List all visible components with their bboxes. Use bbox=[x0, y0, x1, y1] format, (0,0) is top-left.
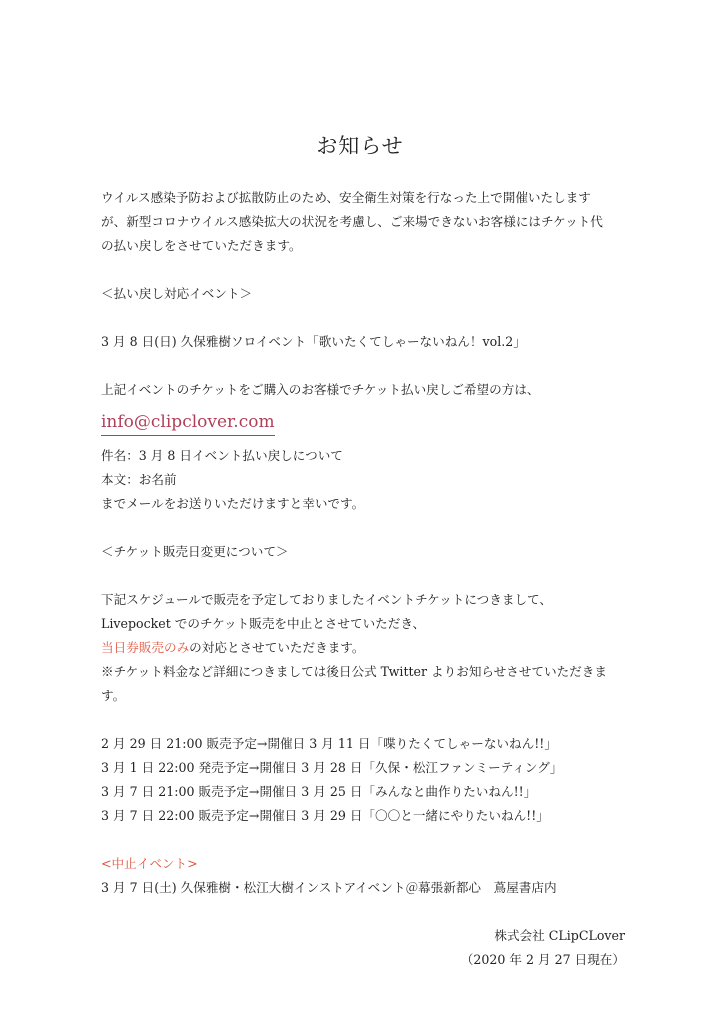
cancel-heading: <中止イベント> bbox=[101, 856, 198, 871]
schedule-item: 3 月 1 日 22:00 発売予定→開催日 3 月 28 日「久保・松江ファンミーティング」 bbox=[101, 760, 563, 775]
schedule-text-line: Livepocket でのチケット販売を中止とさせていただき、 bbox=[101, 616, 426, 631]
intro-line: が、新型コロナウイルス感染拡大の状況を考慮し、ご来場できないお客様にはチケット代 bbox=[101, 214, 603, 229]
intro-line: ウイルス感染予防および拡散防止のため、安全衛生対策を行なった上で開催いたします bbox=[101, 190, 591, 205]
schedule-text-line: す。 bbox=[101, 688, 126, 703]
schedule-item: 3 月 7 日 21:00 販売予定→開催日 3 月 25 日「みんなと曲作りたいねん!!」 bbox=[101, 784, 537, 799]
same-day-only-highlight: 当日券販売のみ bbox=[101, 640, 190, 655]
refund-instruction: 上記イベントのチケットをご購入のお客様でチケット払い戻しご希望の方は、 bbox=[101, 382, 540, 397]
intro-line: の払い戻しをさせていただきます。 bbox=[101, 238, 302, 253]
cancel-event: 3 月 7 日(土) 久保雅樹・松江大樹インストアイベント＠幕張新都心 蔦屋書店内 bbox=[101, 880, 557, 895]
mail-subject-line: 件名：3 月 8 日イベント払い戻しについて bbox=[101, 448, 343, 463]
mail-body-line: 本文：お名前 bbox=[101, 472, 177, 487]
notice-body bbox=[101, 186, 631, 972]
page-title: お知らせ bbox=[316, 134, 404, 158]
schedule-text-line: 当日券販売のみの対応とさせていただきます。 bbox=[101, 640, 365, 655]
refund-event: 3 月 8 日(日) 久保雅樹ソロイベント「歌いたくてしゃーないねん！vol.2」 bbox=[101, 334, 526, 349]
refund-heading: ＜払い戻し対応イベント＞ bbox=[101, 286, 253, 301]
schedule-text-line: 下記スケジュールで販売を予定しておりましたイベントチケットにつきまして、 bbox=[101, 592, 552, 607]
email-link[interactable]: info@clipclover.com bbox=[101, 410, 275, 436]
notice-date: （2020 年 2 月 27 日現在） bbox=[460, 952, 625, 967]
schedule-text-line: ※チケット料金など詳細につきましては後日公式 Twitter よりお知らせさせていただきま bbox=[101, 664, 607, 679]
schedule-item: 3 月 7 日 22:00 販売予定→開催日 3 月 29 日「〇〇と一緒にやりたいねん!!」 bbox=[101, 808, 549, 823]
schedule-item: 2 月 29 日 21:00 販売予定→開催日 3 月 11 日「喋りたくてしゃーないねん!!」 bbox=[101, 736, 557, 751]
company-name: 株式会社 CLipCLover bbox=[494, 928, 625, 943]
mail-closing-line: までメールをお送りいただけますと幸いです。 bbox=[101, 496, 365, 511]
schedule-heading: ＜チケット販売日変更について＞ bbox=[101, 544, 289, 559]
